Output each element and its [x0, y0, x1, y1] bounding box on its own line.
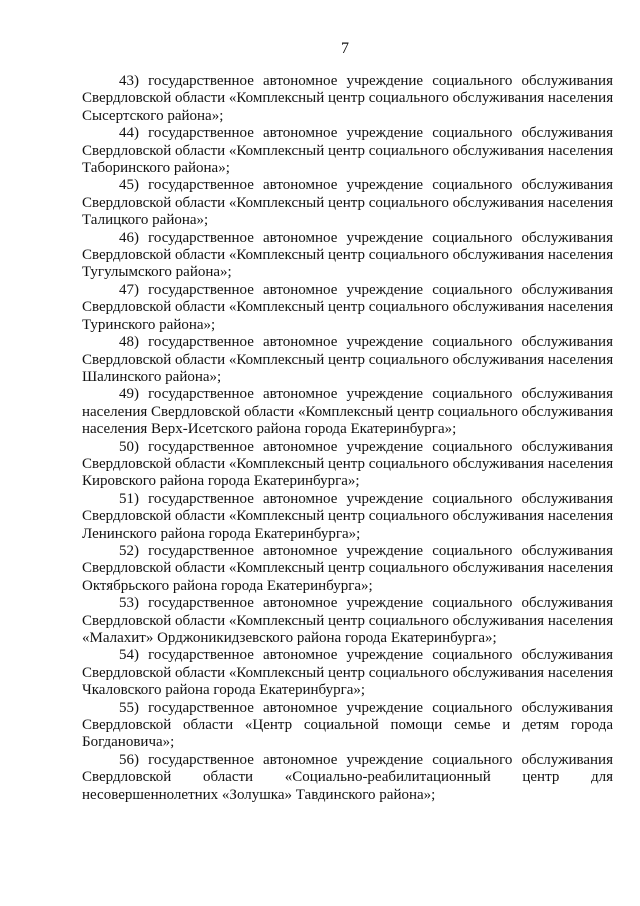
- list-item: [82, 282, 613, 334]
- text-line: Богдановича»;: [82, 734, 175, 751]
- text-line: 53) государственное автономное учреждение социального обслуживания: [119, 595, 613, 612]
- document-body: [82, 73, 613, 804]
- page-number: 7: [341, 40, 349, 57]
- text-line: Сысертского района»;: [82, 107, 224, 124]
- list-item: [82, 700, 613, 752]
- text-line: Тугулымского района»;: [82, 264, 232, 281]
- text-line: Свердловской области «Комплексный центр социального обслуживания населения: [82, 560, 614, 577]
- list-item: [82, 73, 613, 125]
- text-line: 49) государственное автономное учреждение социального обслуживания: [119, 386, 613, 403]
- text-line: «Малахит» Орджоникидзевского района города Екатеринбурга»;: [82, 630, 497, 646]
- text-line: населения Свердловской области «Комплексный центр социального обслуживания: [82, 403, 614, 420]
- list-item: [82, 647, 613, 699]
- text-line: 51) государственное автономное учреждение социального обслуживания: [119, 490, 613, 507]
- text-line: Шалинского района»;: [82, 368, 222, 385]
- text-line: Свердловской области «Социально-реабилитационный центр для: [82, 769, 613, 786]
- text-line: Свердловской области «Комплексный центр социального обслуживания населения: [82, 142, 614, 159]
- list-item: [82, 439, 613, 491]
- text-line: 45) государственное автономное учреждение социального обслуживания: [119, 177, 613, 194]
- text-line: Свердловской области «Комплексный центр социального обслуживания населения: [82, 194, 614, 211]
- text-line: 44) государственное автономное учреждение социального обслуживания: [119, 125, 613, 142]
- text-line: 48) государственное автономное учреждение социального обслуживания: [119, 334, 613, 351]
- text-line: Таборинского района»;: [82, 160, 230, 177]
- text-line: 56) государственное автономное учреждение социального обслуживания: [119, 751, 613, 768]
- text-line: населения Верх-Исетского района города Екатеринбурга»;: [82, 421, 457, 438]
- text-line: Ленинского района города Екатеринбурга»;: [82, 525, 361, 542]
- text-line: 50) государственное автономное учреждение социального обслуживания: [119, 438, 613, 455]
- text-line: Свердловской области «Комплексный центр социального обслуживания населения: [82, 247, 614, 264]
- list-item: [82, 177, 613, 229]
- text-line: Октябрьского района города Екатеринбурга»;: [82, 577, 373, 594]
- text-line: Свердловской области «Комплексный центр социального обслуживания населения: [82, 90, 614, 107]
- text-line: Свердловской области «Комплексный центр социального обслуживания населения: [82, 612, 614, 629]
- text-line: 55) государственное автономное учреждение социального обслуживания: [119, 699, 613, 716]
- list-item: [82, 230, 613, 282]
- list-item: [82, 491, 613, 543]
- text-line: 43) государственное автономное учреждение социального обслуживания: [119, 73, 613, 89]
- text-line: Свердловской области «Комплексный центр социального обслуживания населения: [82, 664, 614, 681]
- text-line: 46) государственное автономное учреждение социального обслуживания: [119, 229, 613, 246]
- text-line: Свердловской области «Комплексный центр социального обслуживания населения: [82, 508, 614, 525]
- text-line: Свердловской области «Комплексный центр социального обслуживания населения: [82, 299, 614, 316]
- list-item: [82, 595, 613, 647]
- text-line: Талицкого района»;: [82, 212, 209, 229]
- text-line: Чкаловского района города Екатеринбурга»;: [82, 682, 366, 699]
- list-item: [82, 386, 613, 438]
- list-item: [82, 752, 613, 804]
- text-line: Свердловской области «Центр социальной помощи семье и детям города: [82, 717, 613, 734]
- text-line: несовершеннолетних «Золушка» Тавдинского района»;: [82, 786, 436, 803]
- text-line: 52) государственное автономное учреждение социального обслуживания: [119, 542, 613, 559]
- list-item: [82, 543, 613, 595]
- text-line: Свердловской области «Комплексный центр социального обслуживания населения: [82, 351, 614, 368]
- text-line: 47) государственное автономное учреждение социального обслуживания: [119, 281, 613, 298]
- text-line: Кировского района города Екатеринбурга»;: [82, 473, 360, 490]
- text-line: 54) государственное автономное учреждение социального обслуживания: [119, 647, 613, 664]
- text-line: Туринского района»;: [82, 316, 216, 333]
- list-item: [82, 125, 613, 177]
- text-line: Свердловской области «Комплексный центр социального обслуживания населения: [82, 455, 614, 472]
- list-item: [82, 334, 613, 386]
